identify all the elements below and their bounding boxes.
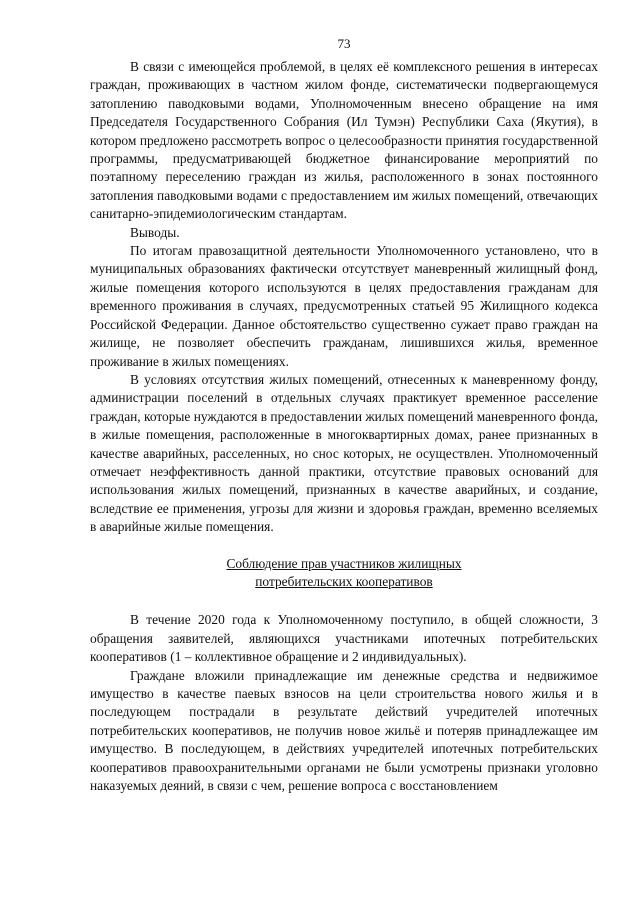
paragraph-appeals-count: В течение 2020 года к Уполномоченному поступило, в общей сложности, 3 обращения заявителей, являющихся участниками ипотечных потребительских кооперативов (1 – коллективное обращение и 2 индивидуальных). [90, 612, 598, 665]
paragraph-emergency-housing-practice: В условиях отсутствия жилых помещений, отнесенных к маневренному фонду, администрации поселений в отдельных случаях практикует временное расселение граждан, которые нуждаются в предоставлении жилых помещений маневренного фонда, в жилые помещения, расположенные в многоквартирных домах, ранее признанных в качестве аварийных, расселенных, но снос которых, не осуществлен. Уполномоченный отмечает неэффективность данной практики, отсутствие правовых оснований для использования жилых помещений, признанных в качестве аварийных, и создание, вследствие ее применения, угрозы для жизни и здоровья граждан, временно вселяемых в аварийные жилые помещения. [90, 371, 598, 535]
paragraph-maneuver-fund-findings: По итогам правозащитной деятельности Уполномоченного установлено, что в муниципальных образованиях фактически отсутствует маневренный жилищный фонд, жилые помещения которого используются в целях предоставления гражданам для временного проживания в случаях, предусмотренных статьей 95 Жилищного кодекса Российской Федерации. Данное обстоятельство существенно сужает право граждан на жилище, не позволяет обеспечить гражданам, лишившихся жилья, временное проживание в жилых помещениях. [90, 243, 598, 369]
page-number: 73 [337, 36, 351, 51]
paragraph-appeal-to-parliament: В связи с имеющейся проблемой, в целях её комплексного решения в интересах граждан, проживающих в частном жилом фонде, систематически подвергающемуся затоплению паводковыми водами, Уполномоченным внесено обращение на имя Председателя Государственного Собрания (Ил Тумэн) Республики Саха (Якутия), в котором предложено рассмотреть вопрос о целесообразности принятия государственной программы, предусматривающей бюджетное финансирование мероприятий по поэтапному переселению граждан из жилья, расположенного в зонах постоянного затопления паводковыми водами с предоставлением им жилых помещений, отвечающих санитарно-эпидемиологическим стандартам. [90, 59, 598, 222]
section-heading-line-1: Соблюдение прав участников жилищных [226, 555, 462, 571]
section-heading-line-2: потребительских кооперативов [255, 573, 433, 589]
paragraph-conclusions-label: Выводы. [130, 224, 180, 240]
section-heading [90, 555, 598, 592]
paragraph-cooperative-victims: Граждане вложили принадлежащие им денежные средства и недвижимое имущество в качестве паевых взносов на цели строительства нового жилья и в последующем пострадали в результате действий учредителей ипотечных потребительских кооперативов, не получив новое жильё и потеряв принадлежащее им имущество. В последующем, в действиях учредителей ипотечных потребительских кооперативов правоохранительными органами не были усмотрены признаки уголовно наказуемых деяний, в связи с чем, решение вопроса с восстановлением [90, 667, 598, 794]
